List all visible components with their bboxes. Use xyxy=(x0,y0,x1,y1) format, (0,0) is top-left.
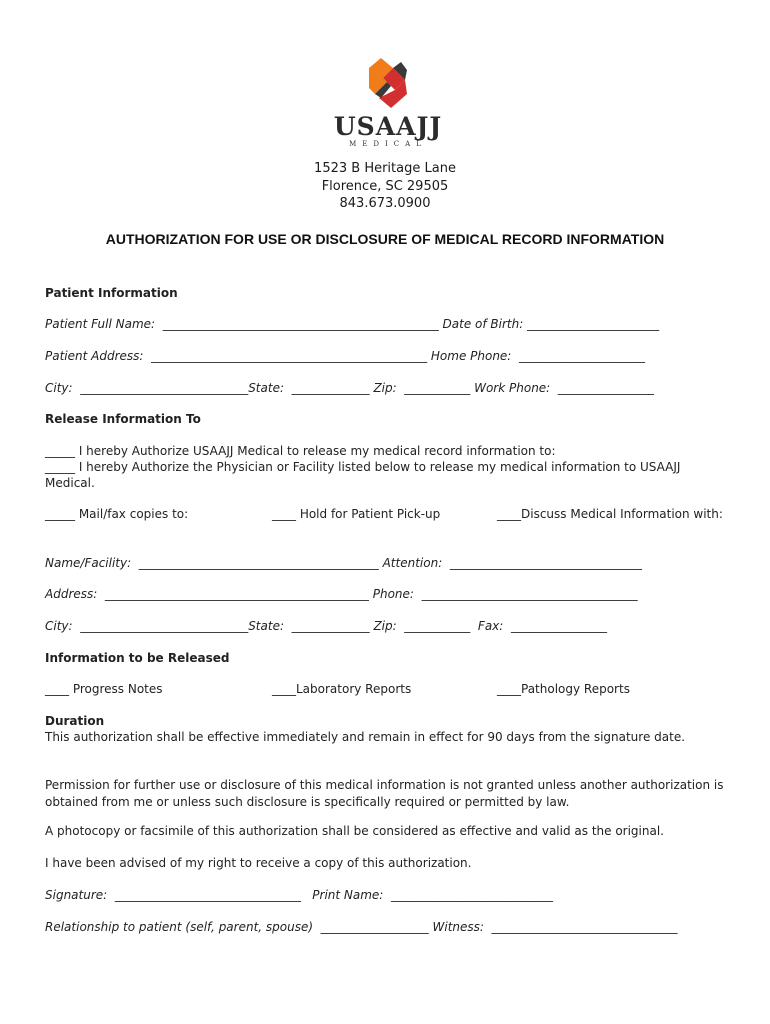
facility-address-field[interactable]: Address: ____________________________________________ Phone: ____________________________________ xyxy=(45,587,638,601)
mail-fax-option[interactable]: _____ Mail/fax copies to: xyxy=(45,507,189,521)
patient-full-name-field[interactable]: Patient Full Name: ______________________________________________ Date of Birth: ______________________ xyxy=(45,317,660,331)
signature-field[interactable]: Signature: _______________________________ Print Name: ___________________________ xyxy=(45,888,553,902)
lab-reports-option[interactable]: ____Laboratory Reports xyxy=(272,682,412,696)
info-released-heading: Information to be Released xyxy=(45,651,230,665)
advised-paragraph: I have been advised of my right to receive a copy of this authorization. xyxy=(45,856,472,870)
logo-brand-text: USAAJJ xyxy=(333,112,443,141)
photocopy-paragraph: A photocopy or facsimile of this authorization shall be considered as effective and valid as the original. xyxy=(45,824,664,838)
discuss-info-option[interactable]: ____Discuss Medical Information with: xyxy=(497,507,723,521)
patient-address-field[interactable]: Patient Address: ______________________________________________ Home Phone: _____________________ xyxy=(45,349,645,363)
address-phone: 843.673.0900 xyxy=(339,196,431,211)
facility-name-field[interactable]: Name/Facility: ________________________________________ Attention: ________________________________ xyxy=(45,556,642,570)
patient-city-field[interactable]: City: ____________________________State: _____________ Zip: ___________ Work Phone: ________________ xyxy=(45,381,654,395)
release-option-physician[interactable]: _____ I hereby Authorize the Physician or Facility listed below to release my medical information to USAAJJ xyxy=(45,460,681,474)
form-title: AUTHORIZATION FOR USE OR DISCLOSURE OF MEDICAL RECORD INFORMATION xyxy=(105,231,665,247)
patient-info-heading: Patient Information xyxy=(45,286,178,300)
release-info-heading: Release Information To xyxy=(45,412,201,426)
duration-heading: Duration xyxy=(45,714,105,728)
logo-mark-icon xyxy=(365,58,411,108)
address-line-2: Florence, SC 29505 xyxy=(321,178,449,194)
logo-sub-text: MEDICAL xyxy=(349,140,427,148)
permission-paragraph: Permission for further use or disclosure of this medical information is not granted unless another authorization is obtained from me or unless such disclosure is specifically required or permitted by law. xyxy=(45,778,724,809)
duration-text: This authorization shall be effective immediately and remain in effect for 90 days from the signature date. xyxy=(45,730,686,744)
address-line-1: 1523 B Heritage Lane xyxy=(314,161,456,176)
release-option-physician-cont: Medical. xyxy=(45,476,95,490)
hold-pickup-option[interactable]: ____ Hold for Patient Pick-up xyxy=(272,507,441,521)
clinic-address xyxy=(0,160,770,213)
release-option-usaajj[interactable]: _____ I hereby Authorize USAAJJ Medical to release my medical record information to: xyxy=(45,444,556,458)
relationship-witness-field[interactable]: Relationship to patient (self, parent, spouse) __________________ Witness: _______________________________ xyxy=(45,920,678,934)
pathology-reports-option[interactable]: ____Pathology Reports xyxy=(497,682,630,696)
facility-city-field[interactable]: City: ____________________________State: _____________ Zip: ___________ Fax: ________________ xyxy=(45,619,607,633)
progress-notes-option[interactable]: ____ Progress Notes xyxy=(45,682,163,696)
usaajj-logo xyxy=(333,58,443,150)
